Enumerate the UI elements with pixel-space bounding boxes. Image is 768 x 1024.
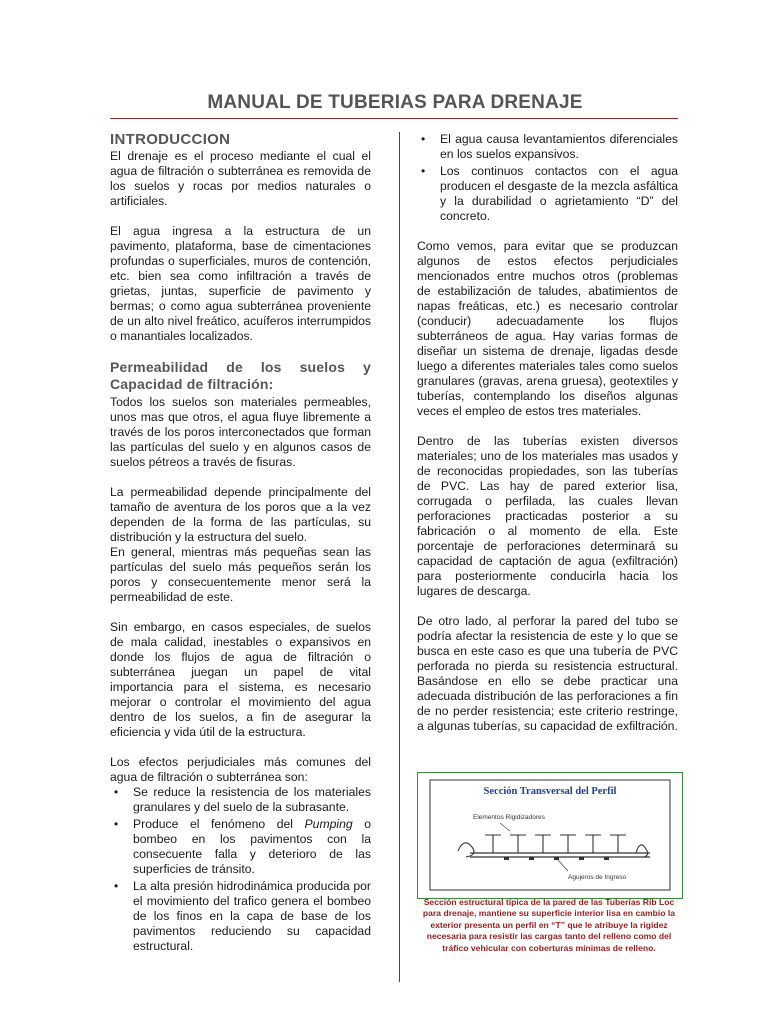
pumping-term: Pumping — [304, 817, 353, 831]
effect-text: o bombeo en los pavimentos con la consecuente falla y deterioro de las superficies de tránsito. — [133, 817, 371, 876]
effect-item: • Se reduce la resistencia de los materiales granulares y del suelo de la subrasante. — [110, 785, 371, 815]
effect-item: • La alta presión hidrodinámica producida por el movimiento del trafico genera el bombeo de los finos en la capa de base de los pavimentos reduciendo su capacidad estructural. — [110, 879, 371, 954]
inlet-hole — [554, 857, 559, 860]
inlet-hole — [504, 857, 509, 860]
effects-list-continued — [417, 132, 678, 224]
right-column — [417, 132, 678, 749]
drainage-paragraph: Como vemos, para evitar que se produzcan algunos de estos efectos perjudiciales mencionados entre muchos otros (problemas de estabilización de taludes, abatimientos de napas freáticas, etc.) es necesario controlar (conducir) adecuadamente los flujos subterráneos de agua. Hay varias formas de diseñar un sistema de drenaje, ligadas desde luego a diferentes materiales tales como suelos granulares (gravas, arena gruesa), geotextiles y tuberías, contemplando los diseños algunas veces el empleo de estos tres materiales. — [417, 239, 678, 418]
effects-list — [110, 785, 371, 954]
figure-title: Sección Transversal del Perfil — [483, 786, 617, 797]
inlet-hole — [529, 857, 534, 860]
permeability-paragraph-1: Todos los suelos son materiales permeables, unos mas que otros, el agua fluye libremente a través de los poros interconectados que forman las partículas del suelo y en algunos casos de suelos pétreos a través de fisuras. — [110, 395, 371, 469]
holes-label: Agujeros de Ingreso — [568, 874, 627, 881]
left-column — [110, 132, 371, 956]
effect-text: Produce el fenómeno del — [133, 817, 305, 831]
effect-item: • El agua causa levantamientos diferenciales en los suelos expansivos. — [417, 132, 678, 162]
permeability-paragraph-3: En general, mientras más pequeñas sean las partículas del suelo más pequeños serán los poros y consecuentemente menor será la permeabilidad de este. — [110, 545, 371, 604]
perforation-paragraph: De otro lado, al perforar la pared del tubo se podría afectar la resistencia de este y lo que se busca en este caso es que una tubería de PVC perforada no pierda su resistencia estructural. Basándose en ello se debe practicar una adecuada distribución de las perforaciones a fin de no perder resistencia; este criterio restringe, a algunas tuberías, su capacidad de exfiltración. — [417, 614, 678, 733]
intro-paragraph-2: El agua ingresa a la estructura de un pavimento, plataforma, base de cimentaciones profundas o superficiales, muros de contención, etc. bien sea como infiltración a través de grietas, juntas, superficie de pavimento y bermas; o como agua subterránea proveniente de un alto nivel freático, acuíferos interrumpidos o manantiales localizados. — [110, 224, 371, 343]
pipe-profile-figure — [417, 772, 683, 899]
stiffener-label: Elementos Rigidizadores — [473, 814, 545, 821]
permeability-paragraph-4: Sin embargo, en casos especiales, de suelos de mala calidad, inestables o expansivos en donde los flujos de agua de filtración o subterránea juegan un papel de vital importancia para el sistema, es necesario mejorar o controlar el movimiento del agua dentro de los suelos, a fin de asegurar la eficiencia y vida útil de la estructura. — [110, 620, 371, 739]
effect-item — [110, 817, 371, 877]
column-divider — [399, 132, 400, 982]
inlet-hole — [604, 857, 609, 860]
permeability-heading: Permeabilidad de los suelos y Capacidad de filtración: — [110, 359, 371, 392]
permeability-paragraph-2: La permeabilidad depende principalmente del tamaño de aventura de los poros que a la vez dependen de la forma de las partículas, su distribución y la estructura del suelo. — [110, 485, 371, 544]
profile-diagram — [418, 773, 682, 898]
title-rule — [110, 118, 678, 119]
intro-heading: INTRODUCCION — [110, 131, 231, 148]
figure-caption: Sección estructural típica de la pared de las Tuberías Rib Loc para drenaje, mantiene su superficie interior lisa en cambio la exterior presenta un perfil en “T” que le atribuye la rigidez necesaria para resistir las cargas tanto del relleno como del tráfico vehicular con coberturas mínimas de relleno. — [422, 897, 676, 953]
document-title: MANUAL DE TUBERIAS PARA DRENAJE — [207, 92, 583, 113]
effects-intro: Los efectos perjudiciales más comunes del agua de filtración o subterránea son: — [110, 755, 371, 784]
intro-paragraph-1: El drenaje es el proceso mediante el cual el agua de filtración o subterránea es removida de los suelos y rocas por medios naturales o artificiales. — [110, 149, 371, 208]
pvc-paragraph: Dentro de las tuberías existen diversos materiales; uno de los materiales mas usados y de reconocidas propiedades, son las tuberías de PVC. Las hay de pared exterior lisa, corrugada o perfilada, las cuales llevan perforaciones practicadas posterior a su fabricación o al momento de ella. Este porcentaje de perforaciones determinará su capacidad de captación de agua (exfiltración) para posteriormente conducirla hacia los lugares de descarga. — [417, 434, 678, 598]
effect-item: • Los continuos contactos con el agua producen el desgaste de la mezcla asfáltica y la durabilidad o agrietamiento “D” del concreto. — [417, 164, 678, 224]
inlet-hole — [579, 857, 584, 860]
